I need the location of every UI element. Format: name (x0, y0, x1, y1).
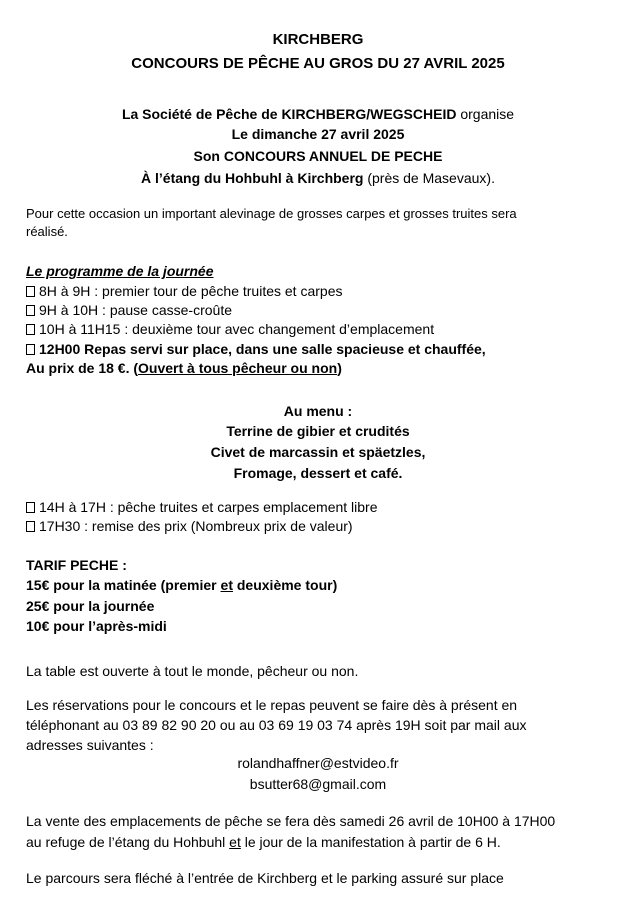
tarif-line-1-et: et (220, 577, 233, 593)
vente-line-2-a: au refuge de l’étang du Hohbuhl (26, 834, 230, 850)
checkbox-icon (26, 502, 35, 513)
afternoon-item-2 (26, 517, 353, 535)
programme-item-1 (26, 282, 342, 300)
tarif-line-1-b: deuxième tour) (232, 577, 338, 593)
programme-heading: Le programme de la journée (26, 263, 214, 279)
tarif-line-1 (26, 576, 337, 594)
programme-item-4-text: 12H00 Repas servi sur place, dans une salle spacieuse et chauffée, (39, 341, 486, 357)
reservations-line-2: téléphonant au 03 89 82 90 20 ou au 03 69 19 03 74 après 19H soit par mail aux (26, 717, 527, 733)
table-open-line: La table est ouverte à tout le monde, pêcheur ou non. (26, 663, 359, 679)
tarif-heading: TARIF PECHE : (26, 557, 127, 573)
intro-line-1 (0, 105, 636, 123)
menu-heading: Au menu : (283, 403, 353, 419)
price-prefix: Au prix de 18 €. ( (26, 360, 139, 376)
vente-line-2-et: et (229, 834, 241, 850)
afternoon-item-1-text: 14H à 17H : pêche truites et carpes emplacement libre (39, 499, 378, 515)
intro-location-regular: (près de Masevaux). (363, 170, 495, 186)
checkbox-icon (26, 286, 35, 297)
afternoon-item-1 (26, 498, 378, 516)
programme-price (26, 359, 342, 377)
programme-item-2 (26, 301, 232, 319)
intro-location-bold: À l’étang du Hohbuhl à Kirchberg (141, 170, 364, 186)
menu-line-2: Civet de marcassin et späetzles, (210, 444, 426, 460)
checkbox-icon (26, 521, 35, 532)
programme-item-4 (26, 340, 486, 358)
vente-line-2-b: le jour de la manifestation à partir de 6 H. (240, 834, 501, 850)
alevinage-line-2: réalisé. (26, 224, 68, 239)
intro-organizer: La Société de Pêche de KIRCHBERG/WEGSCHEID (121, 106, 457, 122)
intro-concours-annuel: Son CONCOURS ANNUEL DE PECHE (193, 148, 443, 164)
email-roland[interactable]: rolandhaffner@estvideo.fr (237, 755, 399, 771)
parcours-line: Le parcours sera fléché à l’entrée de Kirchberg et le parking assuré sur place (26, 870, 504, 886)
checkbox-icon (26, 344, 35, 355)
programme-item-3-text: 10H à 11H15 : deuxième tour avec changement d’emplacement (39, 321, 435, 337)
price-suffix: ) (337, 360, 342, 376)
reservations-line-3: adresses suivantes : (26, 737, 154, 753)
menu-line-3: Fromage, dessert et café. (233, 465, 403, 481)
programme-item-1-text: 8H à 9H : premier tour de pêche truites et carpes (39, 283, 343, 299)
programme-item-2-text: 9H à 10H : pause casse-croûte (39, 302, 232, 318)
price-open-to-all: Ouvert à tous pêcheur ou non (138, 360, 338, 376)
vente-line-2 (26, 833, 501, 851)
checkbox-icon (26, 305, 35, 316)
programme-item-3 (26, 320, 434, 338)
afternoon-item-2-text: 17H30 : remise des prix (Nombreux prix de valeur) (39, 518, 353, 534)
email-bsutter[interactable]: bsutter68@gmail.com (249, 776, 387, 792)
menu-line-1: Terrine de gibier et crudités (226, 423, 410, 439)
title-concours: CONCOURS DE PÊCHE AU GROS DU 27 AVRIL 2025 (131, 55, 505, 72)
tarif-line-1-a: 15€ pour la matinée (premier (26, 577, 221, 593)
intro-location (0, 169, 636, 187)
intro-organise: organise (456, 106, 515, 122)
reservations-line-1: Les réservations pour le concours et le repas peuvent se faire dès à présent en (26, 697, 518, 713)
tarif-line-2: 25€ pour la journée (26, 598, 155, 614)
vente-line-1: La vente des emplacements de pêche se fera dès samedi 26 avril de 10H00 à 17H00 (26, 813, 556, 829)
tarif-line-3: 10€ pour l’après-midi (26, 618, 167, 634)
checkbox-icon (26, 324, 35, 335)
title-kirchberg: KIRCHBERG (272, 31, 364, 48)
alevinage-line-1: Pour cette occasion un important alevinage de grosses carpes et grosses truites sera (26, 206, 517, 221)
intro-date: Le dimanche 27 avril 2025 (231, 126, 405, 142)
